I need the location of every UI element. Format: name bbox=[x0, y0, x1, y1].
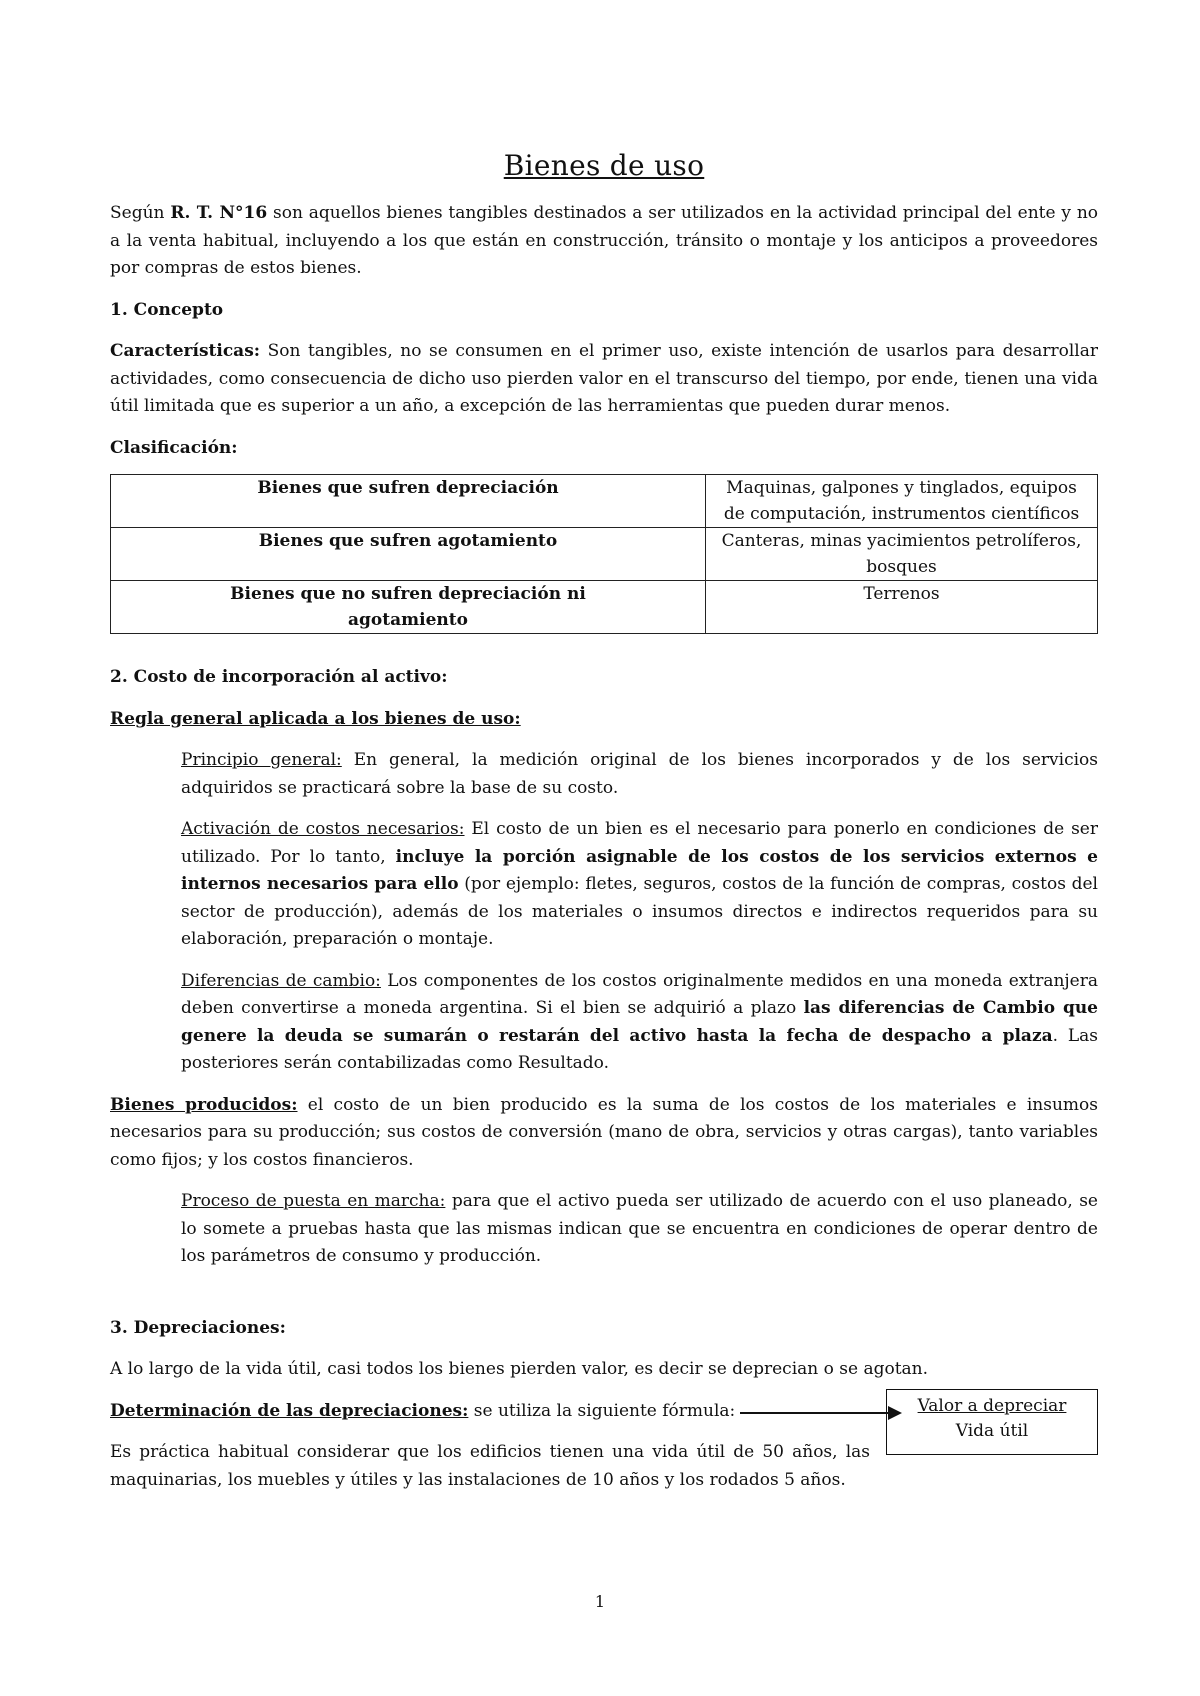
determinacion-paragraph bbox=[110, 1395, 1098, 1441]
regla-general-heading: Regla general aplicada a los bienes de uso: bbox=[110, 708, 521, 729]
page-number: 1 bbox=[594, 1592, 606, 1611]
formula-numerator: Valor a depreciar bbox=[917, 1395, 1067, 1416]
diferencias-post: . Las posteriores serán contabilizadas como Resultado. bbox=[181, 1025, 1098, 1073]
proceso-label: Proceso de puesta en marcha: bbox=[181, 1191, 446, 1211]
determinacion-text: se utiliza la siguiente fórmula: bbox=[468, 1400, 736, 1421]
proceso-text: para que el activo pueda ser utilizado de acuerdo con el uso planeado, se lo somete a pruebas hasta que las mismas indican que se encuentra en condiciones de operar dentro de los parámetros de consumo y producción. bbox=[181, 1191, 1098, 1266]
producidos-label: Bienes producidos: bbox=[110, 1094, 298, 1115]
document-title: Bienes de uso bbox=[503, 149, 705, 182]
proceso-paragraph bbox=[181, 1188, 1098, 1271]
activacion-paragraph bbox=[181, 816, 1098, 954]
principio-text: En general, la medición original de los bienes incorporados y de los servicios adquiridos se practicará sobre la base de su costo. bbox=[181, 750, 1098, 798]
activacion-post: (por ejemplo: fletes, seguros, costos de la función de compras, costos del sector de producción), además de los materiales o insumos directos e indirectos requeridos para su elaboración, preparación o montaje. bbox=[181, 874, 1098, 949]
clasificacion-table bbox=[110, 474, 1098, 634]
diferencias-label: Diferencias de cambio: bbox=[181, 970, 381, 991]
intro-post: son aquellos bienes tangibles destinados a ser utilizados en la actividad principal del ente y no a la venta habitual, incluyendo a los que están en construcción, tránsito o montaje y los anticipos a proveedores por compras de estos bienes. bbox=[110, 203, 1098, 278]
document-content bbox=[110, 146, 1098, 1508]
caracteristicas-label: Características: bbox=[110, 341, 261, 361]
principio-paragraph bbox=[181, 747, 1098, 802]
section1-heading: 1. Concepto bbox=[110, 299, 224, 320]
intro-paragraph bbox=[110, 200, 1098, 283]
intro-pre: Según bbox=[110, 203, 171, 223]
activacion-bold: incluye la porción asignable de los costos de los servicios externos e internos necesarios para ello bbox=[181, 846, 1098, 894]
table-row bbox=[111, 581, 1098, 634]
producidos-text: el costo de un bien producido es la suma de los costos de los materiales e insumos necesarios para su producción; sus costos de conversión (mano de obra, servicios y otras cargas), tanto variables como fijos; y los costos financieros. bbox=[110, 1094, 1098, 1170]
right-arrow-icon bbox=[740, 1412, 900, 1414]
table-cell-left: Bienes que sufren agotamiento bbox=[111, 528, 706, 581]
producidos-paragraph bbox=[110, 1092, 1098, 1175]
diferencias-bold: las diferencias de Cambio que genere la deuda se sumarán o restarán del activo hasta la fecha de despacho a plaza bbox=[181, 998, 1099, 1046]
diferencias-pre: Los componentes de los costos originalmente medidos en una moneda extranjera deben convertirse a moneda argentina. Si el bien se adquirió a plazo bbox=[181, 970, 1099, 1018]
diferencias-paragraph bbox=[181, 968, 1098, 1078]
practica-paragraph: Es práctica habitual considerar que los edificios tienen una vida útil de 50 años, las maquinarias, los muebles y útiles y las instalaciones de 10 años y los rodados 5 años. bbox=[110, 1442, 870, 1490]
activacion-pre: El costo de un bien es el necesario para ponerlo en condiciones de ser utilizado. Por lo tanto, bbox=[181, 819, 1098, 867]
table-row bbox=[111, 475, 1098, 528]
table-cell-left: Bienes que sufren depreciación bbox=[111, 475, 706, 528]
table-cell-right: Canteras, minas yacimientos petrolíferos, bosques bbox=[706, 528, 1098, 581]
determinacion-label: Determinación de las depreciaciones: bbox=[110, 1400, 469, 1421]
intro-bold-rt16: R. T. N°16 bbox=[170, 203, 268, 223]
formula-denominator: Vida útil bbox=[955, 1420, 1029, 1441]
caracteristicas-paragraph bbox=[110, 338, 1098, 421]
table-cell-left: Bienes que no sufren depreciación ni agotamiento bbox=[111, 581, 706, 634]
section3-heading: 3. Depreciaciones: bbox=[110, 1317, 286, 1338]
principio-label: Principio general: bbox=[181, 750, 342, 770]
table-cell-right: Maquinas, galpones y tinglados, equipos de computación, instrumentos científicos bbox=[706, 475, 1098, 528]
table-cell-right: Terrenos bbox=[706, 581, 1098, 634]
clasificacion-label: Clasificación: bbox=[110, 437, 238, 458]
depreciaciones-intro: A lo largo de la vida útil, casi todos los bienes pierden valor, es decir se deprecian o se agotan. bbox=[110, 1359, 929, 1379]
caracteristicas-text: Son tangibles, no se consumen en el primer uso, existe intención de usarlos para desarrollar actividades, como consecuencia de dicho uso pierden valor en el transcurso del tiempo, por ende, tienen una vida útil limitada que es superior a un año, a excepción de las herramientas que pueden durar menos. bbox=[110, 341, 1098, 416]
table-row bbox=[111, 528, 1098, 581]
activacion-label: Activación de costos necesarios: bbox=[181, 819, 465, 839]
section2-heading: 2. Costo de incorporación al activo: bbox=[110, 667, 448, 687]
formula-box bbox=[886, 1389, 1098, 1455]
